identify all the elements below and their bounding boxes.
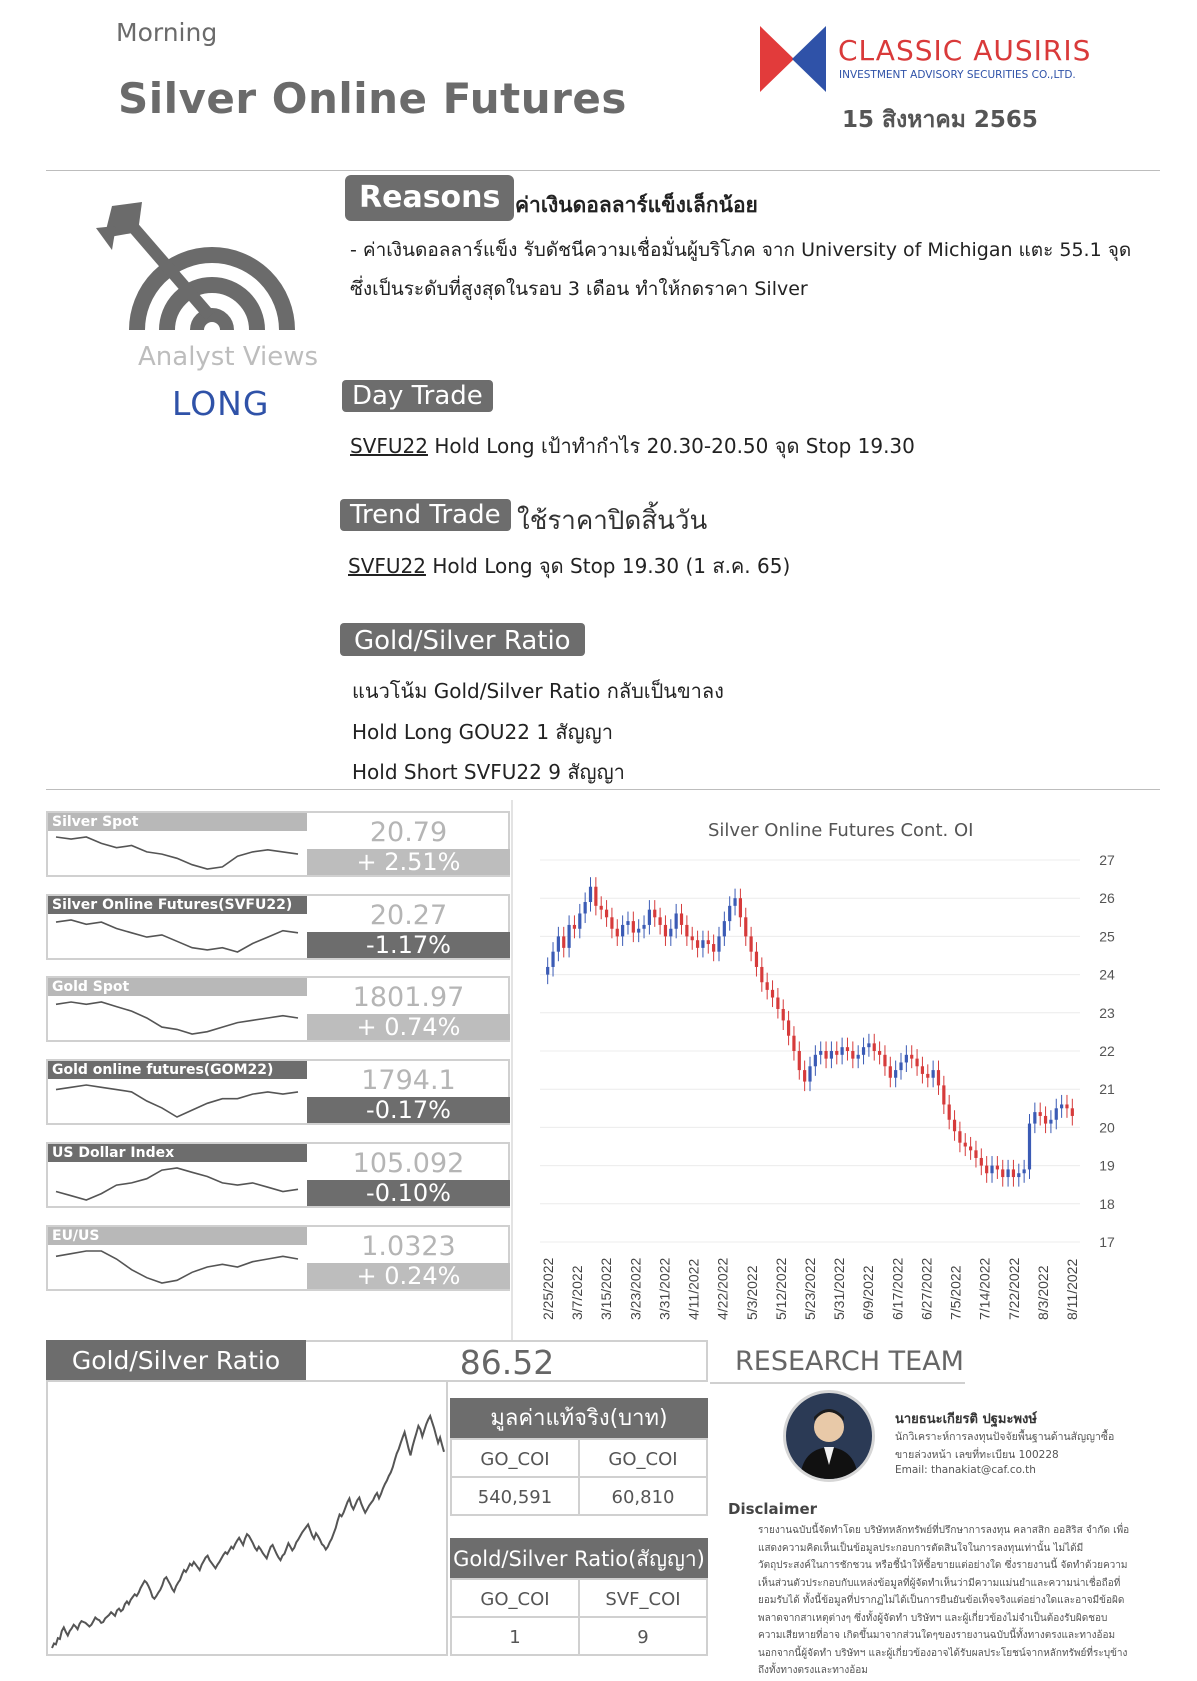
sparkline-path <box>56 1251 298 1283</box>
candle-body <box>594 887 597 906</box>
market-tile <box>46 976 510 1042</box>
candle-body <box>835 1051 838 1055</box>
trend-trade-text: Hold Long จุด Stop 19.30 (1 ส.ค. 65) <box>425 554 791 578</box>
tile-name: Silver Online Futures(SVFU22) <box>48 896 307 914</box>
candle-body <box>776 998 779 1009</box>
research-underline <box>710 1382 965 1384</box>
gsr-line-2: Hold Long GOU22 1 สัญญา <box>352 720 613 744</box>
candle-body <box>728 906 731 921</box>
x-tick-label: 4/22/2022 <box>714 1257 731 1320</box>
candle-body <box>696 940 699 948</box>
candle-body <box>792 1036 795 1051</box>
candle-body <box>584 902 587 913</box>
value-table-val2: 60,810 <box>578 1476 708 1516</box>
analyst-views-label: Analyst Views <box>138 342 319 372</box>
candle-body <box>899 1062 902 1070</box>
candle-body <box>648 910 651 925</box>
y-tick-label: 27 <box>1099 852 1115 868</box>
candle-body <box>664 925 667 936</box>
researcher-role: นักวิเคราะห์การลงทุนปัจจัยพื้นฐานด้านสัญญาซื้อ <box>895 1431 1115 1443</box>
sparkline-path <box>56 920 298 952</box>
candle-body <box>610 917 613 928</box>
candle-body <box>557 936 560 951</box>
candle-body <box>1006 1169 1009 1177</box>
candle-body <box>857 1055 860 1059</box>
chart-title: Silver Online Futures Cont. OI <box>708 820 974 841</box>
candle-body <box>1033 1112 1036 1123</box>
sparkline-path <box>56 1002 298 1034</box>
sparkline-path <box>56 1168 298 1200</box>
header-divider <box>46 170 1160 171</box>
contract-table-val1: 1 <box>450 1616 580 1656</box>
tile-change: -0.10% <box>307 1180 510 1206</box>
value-table-val1: 540,591 <box>450 1476 580 1516</box>
candle-body <box>1044 1116 1047 1124</box>
y-tick-label: 24 <box>1099 966 1115 983</box>
market-tile <box>46 1225 510 1291</box>
value-table-title: มูลค่าแท้จริง(บาท) <box>450 1398 708 1438</box>
tile-name: EU/US <box>48 1227 307 1245</box>
candle-body <box>605 910 608 918</box>
tiles-chart-separator <box>511 800 513 1340</box>
candle-body <box>717 936 720 951</box>
tile-name: Silver Spot <box>48 813 307 831</box>
candle-body <box>958 1131 961 1142</box>
candle-body <box>1071 1108 1074 1116</box>
candle-body <box>867 1043 870 1047</box>
candle-body <box>744 917 747 936</box>
ratio-line-chart <box>50 1382 446 1654</box>
candle-body <box>980 1158 983 1166</box>
researcher-role-2: ขายล่วงหน้า เลขที่ทะเบียน 100228 <box>895 1449 1059 1461</box>
candle-body <box>733 898 736 906</box>
reasons-line-2: ซึ่งเป็นระดับที่สูงสุดในรอบ 3 เดือน ทำให้กดราคา Silver <box>350 278 808 300</box>
report-date: 15 สิงหาคม 2565 <box>842 107 1038 133</box>
candle-body <box>824 1051 827 1059</box>
section-divider <box>46 789 1160 790</box>
candle-body <box>787 1020 790 1035</box>
candle-body <box>1012 1169 1015 1177</box>
contract-table-col2: SVF_COI <box>578 1578 708 1618</box>
candle-body <box>642 925 645 929</box>
candle-body <box>846 1047 849 1051</box>
candle-body <box>653 910 656 918</box>
tile-name: US Dollar Index <box>48 1144 307 1162</box>
x-tick-label: 6/9/2022 <box>860 1265 877 1320</box>
candle-body <box>937 1070 940 1085</box>
value-table-col2: GO_COI <box>578 1438 708 1478</box>
candle-body <box>723 921 726 936</box>
analyst-avatar <box>783 1390 875 1482</box>
candle-body <box>739 898 742 917</box>
trend-trade-note: ใช้ราคาปิดสิ้นวัน <box>517 506 708 536</box>
candle-body <box>551 952 554 967</box>
candle-body <box>990 1166 993 1174</box>
candle-body <box>626 921 629 925</box>
candle-body <box>573 925 576 929</box>
disclaimer-title: Disclaimer <box>728 1500 818 1518</box>
tile-price: 105.092 <box>352 1148 465 1179</box>
candle-body <box>1055 1108 1058 1119</box>
candle-body <box>974 1150 977 1158</box>
day-trade-line <box>350 430 915 462</box>
x-tick-label: 5/23/2022 <box>802 1257 818 1320</box>
trend-trade-tag: Trend Trade <box>340 499 511 531</box>
x-tick-label: 5/31/2022 <box>831 1257 848 1320</box>
candle-body <box>669 929 672 937</box>
x-tick-label: 6/27/2022 <box>918 1257 935 1320</box>
x-tick-label: 7/5/2022 <box>947 1265 964 1320</box>
candle-body <box>755 952 758 967</box>
candle-body <box>760 967 763 982</box>
target-arrow-icon <box>92 198 312 338</box>
candle-body <box>830 1051 833 1059</box>
candle-body <box>707 940 710 944</box>
candle-body <box>964 1143 967 1147</box>
gsr-line-1: แนวโน้ม Gold/Silver Ratio กลับเป็นขาลง <box>352 679 724 703</box>
candle-body <box>894 1070 897 1078</box>
tile-change: -0.17% <box>307 1097 510 1123</box>
candle-body <box>659 917 662 925</box>
x-tick-label: 2/25/2022 <box>540 1257 556 1320</box>
y-tick-label: 20 <box>1099 1119 1115 1136</box>
candle-body <box>873 1043 876 1051</box>
candle-body <box>1028 1124 1031 1170</box>
candle-body <box>782 1009 785 1020</box>
market-tile <box>46 1059 510 1125</box>
candle-body <box>1060 1104 1063 1108</box>
contract-table-val2: 9 <box>578 1616 708 1656</box>
tile-change: + 2.51% <box>307 849 510 875</box>
candle-body <box>1065 1104 1068 1108</box>
ratio-box-label: Gold/Silver Ratio <box>46 1340 306 1382</box>
candle-body <box>953 1120 956 1131</box>
candle-body <box>600 906 603 910</box>
tile-change: -1.17% <box>307 932 510 958</box>
candle-body <box>915 1059 918 1067</box>
researcher-email: Email: thanakiat@caf.co.th <box>895 1464 1036 1476</box>
candle-body <box>910 1055 913 1059</box>
tile-price: 1.0323 <box>361 1231 456 1262</box>
candle-body <box>1017 1173 1020 1177</box>
candle-body <box>948 1104 951 1119</box>
candle-body <box>841 1047 844 1055</box>
candle-body <box>862 1047 865 1055</box>
candle-body <box>675 913 678 928</box>
candle-body <box>546 967 549 975</box>
candle-body <box>771 990 774 998</box>
candle-body <box>878 1051 881 1055</box>
candle-body <box>621 925 624 936</box>
candle-body <box>691 936 694 940</box>
candle-body <box>798 1051 801 1070</box>
tile-name: Gold online futures(GOM22) <box>48 1061 307 1079</box>
day-trade-tag: Day Trade <box>342 380 493 412</box>
candle-body <box>921 1066 924 1074</box>
tile-price: 20.79 <box>369 817 448 848</box>
x-tick-label: 8/3/2022 <box>1034 1265 1051 1320</box>
value-table-col1: GO_COI <box>450 1438 580 1478</box>
y-tick-label: 23 <box>1099 1004 1115 1021</box>
candle-body <box>808 1066 811 1081</box>
candle-body <box>969 1147 972 1151</box>
market-tile <box>46 894 510 960</box>
x-tick-label: 5/12/2022 <box>772 1257 789 1320</box>
candle-body <box>985 1166 988 1174</box>
reasons-tag: Reasons <box>345 175 514 221</box>
tile-change: + 0.24% <box>307 1263 510 1289</box>
sparkline-path <box>56 837 298 869</box>
brand-name: CLASSIC AUSIRIS <box>838 34 1092 67</box>
page-title: Silver Online Futures <box>118 74 627 123</box>
x-tick-label: 3/23/2022 <box>627 1257 644 1320</box>
ratio-box-value: 86.52 <box>459 1343 555 1382</box>
tile-price: 1801.97 <box>352 982 465 1013</box>
candle-body <box>589 887 592 902</box>
candle-body <box>905 1055 908 1063</box>
contract-table-title: Gold/Silver Ratio(สัญญา) <box>450 1538 708 1578</box>
trend-trade-symbol: SVFU22 <box>348 554 426 578</box>
candle-body <box>1023 1169 1026 1173</box>
contract-table-col1: GO_COI <box>450 1578 580 1618</box>
tile-name: Gold Spot <box>48 978 307 996</box>
candle-body <box>851 1051 854 1059</box>
analyst-position: LONG <box>172 384 270 423</box>
reasons-line-1: - ค่าเงินดอลลาร์แข็ง รับดัชนีความเชื่อมั่นผู้บริโภค จาก University of Michigan แตะ 55.1 จุด <box>350 239 1132 261</box>
candle-body <box>685 925 688 936</box>
candle-body <box>996 1166 999 1170</box>
brand-logo-icon <box>760 26 826 92</box>
x-tick-label: 6/17/2022 <box>889 1257 906 1320</box>
candle-body <box>803 1070 806 1081</box>
x-tick-label: 3/31/2022 <box>656 1257 673 1320</box>
tile-price: 20.27 <box>369 900 448 931</box>
x-tick-label: 7/22/2022 <box>1005 1257 1022 1320</box>
day-trade-text: Hold Long เป้าทำกำไร 20.30-20.50 จุด Stop 19.30 <box>427 434 915 458</box>
research-team-title: RESEARCH TEAM <box>735 1346 964 1377</box>
tile-sparkline <box>52 1164 302 1204</box>
candlestick-chart <box>530 850 1130 1330</box>
gsr-tag: Gold/Silver Ratio <box>340 623 585 656</box>
candle-body <box>578 913 581 928</box>
candle-body <box>932 1070 935 1078</box>
disclaimer-text: รายงานฉบับนี้จัดทำโดย บริษัทหลักทรัพย์ที่ปรึกษาการลงทุน คลาสสิก ออสิริส จำกัด เพื่อแสดงความคิดเห็นเป็นข้อมูลประกอบการตัดสินใจในการลงทุนเท่านั้น ไม่ได้มีวัตถุประสงค์ในการชักชวน หรือชี้นำให้ซื้อขายแต่อย่างใด ซึ่งรายงานนี้ จัดทำด้วยความเห็นส่วนตัวประกอบกับแหล่งข้อมูลที่ผู้จัดทำเห็นว่ามีความแม่นยำและความน่าเชื่อถือที่ยอมรับได้ ทั้งนี้ข้อมูลที่ปรากฏไม่ได้เป็นการยืนยันข้อเท็จจริงแต่อย่างใดและอาจมีข้อผิดพลาดจากสาเหตุต่างๆ ซึ่งทั้งผู้จัดทำ บริษัทฯ และผู้เกี่ยวข้องไม่จำเป็นต้องรับผิดชอบความเสียหายที่อาจ เกิดขึ้นมาจากส่วนใดๆของรายงานฉบับนี้ทั้งทางตรงและทางอ้อม นอกจากนี้ผู้จัดทำ บริษัทฯ และผู้เกี่ยวข้องอาจได้รับผลประโยชน์จากหลักทรัพย์ที่ระบุข้างถึงทั้งทางตรงและทางอ้อม <box>758 1525 1130 1676</box>
x-tick-label: 7/14/2022 <box>976 1257 993 1320</box>
candle-body <box>942 1085 945 1104</box>
candle-body <box>562 936 565 947</box>
candle-body <box>637 929 640 933</box>
candle-body <box>567 925 570 948</box>
candle-body <box>1039 1112 1042 1116</box>
x-tick-label: 3/7/2022 <box>569 1265 586 1320</box>
y-tick-label: 21 <box>1099 1081 1115 1098</box>
tile-sparkline <box>52 1081 302 1121</box>
x-tick-label: 3/15/2022 <box>598 1257 615 1320</box>
tile-sparkline <box>52 833 302 873</box>
y-tick-label: 22 <box>1099 1043 1115 1059</box>
day-trade-symbol: SVFU22 <box>350 434 428 458</box>
researcher-name: นายธนะเกียรติ ปฐมะพงษ์ <box>895 1412 1037 1427</box>
gsr-line-3: Hold Short SVFU22 9 สัญญา <box>352 760 625 784</box>
y-tick-label: 26 <box>1099 890 1115 907</box>
candle-body <box>616 929 619 937</box>
reasons-headline: ค่าเงินดอลลาร์แข็งเล็กน้อย <box>515 193 758 217</box>
y-tick-label: 18 <box>1099 1195 1115 1212</box>
ratio-line-path <box>52 1416 444 1648</box>
tile-sparkline <box>52 916 302 956</box>
candle-body <box>680 913 683 924</box>
tile-price: 1794.1 <box>361 1065 456 1096</box>
tile-sparkline <box>52 998 302 1038</box>
candle-body <box>712 944 715 952</box>
candle-body <box>926 1074 929 1078</box>
x-tick-label: 5/3/2022 <box>743 1265 760 1320</box>
trend-trade-line <box>348 550 790 582</box>
candle-body <box>883 1055 886 1066</box>
candle-body <box>766 982 769 990</box>
market-tile <box>46 811 510 877</box>
tile-sparkline <box>52 1247 302 1287</box>
person-icon <box>786 1393 872 1479</box>
sparkline-path <box>56 1085 298 1117</box>
candle-body <box>889 1066 892 1077</box>
candle-body <box>701 940 704 948</box>
candle-body <box>819 1051 822 1055</box>
brand-subtitle: INVESTMENT ADVISORY SECURITIES CO.,LTD. <box>839 69 1076 81</box>
tile-change: + 0.74% <box>307 1014 510 1040</box>
candle-body <box>1049 1120 1052 1124</box>
x-tick-label: 8/11/2022 <box>1064 1258 1080 1320</box>
y-tick-label: 17 <box>1099 1234 1115 1250</box>
y-tick-label: 25 <box>1099 928 1115 945</box>
candle-body <box>814 1055 817 1066</box>
market-tile <box>46 1142 510 1208</box>
y-tick-label: 19 <box>1099 1157 1115 1174</box>
x-tick-label: 4/11/2022 <box>685 1258 702 1320</box>
candle-body <box>1001 1169 1004 1177</box>
candle-body <box>750 936 753 951</box>
candle-body <box>632 921 635 932</box>
morning-label: Morning <box>116 18 218 47</box>
